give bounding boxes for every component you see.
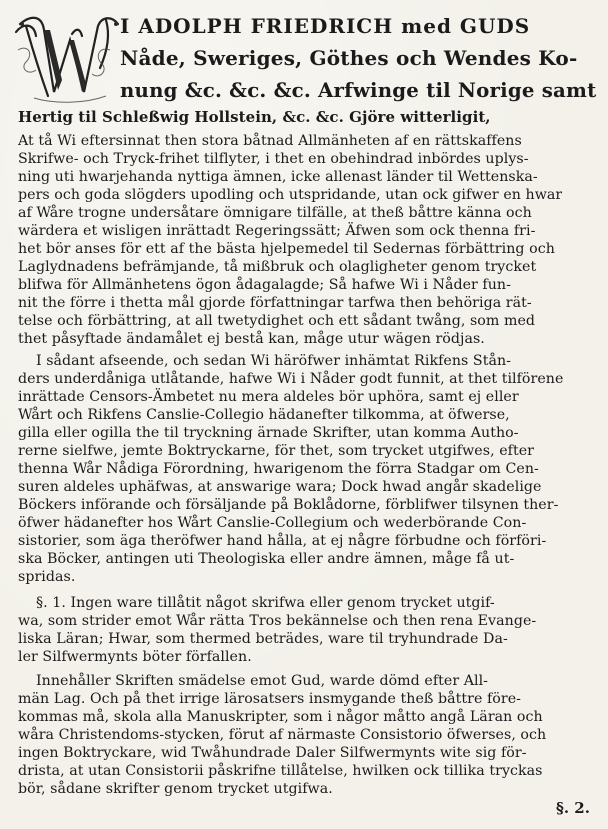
body-text-line: blifwa för Allmänhetens ögon ådagalagde; Så hafwe Wi i Nåder fun- <box>18 277 511 293</box>
body-text-line: ska Böcker, antingen uti Theologiska eller andre ämnen, måge få ut- <box>18 551 515 567</box>
body-text-line: ders underdåniga utlåtande, hafwe Wi i Nåder godt funnit, at thet tilförene <box>18 371 564 387</box>
body-text-line: spridas. <box>18 569 76 585</box>
body-text-line: thet påsyftade ändamålet ej bestå kan, måge utur wägen rödjas. <box>18 331 485 347</box>
body-text-line: het bör anses för ett af the bästa hjelpemedel til Sedernas förbättring och <box>18 241 555 257</box>
body-text-line: af Wåre trogne undersåtare ömnigare tilfälle, at theß båttre känna och <box>18 205 532 221</box>
body-text-line: öfwer hädanefter hos Wårt Canslie-Collegium och wederbörande Con- <box>18 515 527 531</box>
body-text-line: wa, som strider emot Wår rätta Tros bekännelse och then rena Evange- <box>18 613 537 629</box>
body-text-line: Hertig til Schleßwig Hollstein, &c. &c. Gjöre witterligit, <box>18 108 491 126</box>
body-text-line: nit the förre i thetta mål gjorde författningar tarfwa then behöriga rät- <box>18 295 532 311</box>
body-text-line: At tå Wi eftersinnat then stora båtnad Allmänheten af en rättskaffens <box>18 133 522 149</box>
decree-title-line: nung &c. &c. &c. Arfwinge til Norige samt <box>120 78 597 102</box>
body-text-line: gilla eller ogilla the til tryckning ärnade Skrifter, utan komma Autho- <box>18 425 519 441</box>
body-text-line: Skrifwe- och Tryck-frihet tilflyter, i thet en obehindrad inbördes uplys- <box>18 151 529 167</box>
body-text-line: I sådant afseende, och sedan Wi häröfwer inhämtat Rikfens Stån- <box>36 353 511 369</box>
body-text-line: Böckers införande och försäljande på Boklådorne, förblifwer tilsynen ther- <box>18 497 559 513</box>
page-catchword: §. 2. <box>556 799 590 817</box>
ornate-w-initial-icon <box>14 10 122 106</box>
body-text-line: ning uti hwarjehanda nyttiga ämnen, icke allenast länder til Wettenska- <box>18 169 538 185</box>
body-text-line: telse och förbättring, at all twetydighet och ett sådant twång, som med <box>18 313 536 329</box>
body-text-line: ler Silfwermynts böter förfallen. <box>18 649 252 665</box>
body-text-line: dristа, at utan Consistorii påskrifne tillåtelse, hwilken ock tillika tryckas <box>18 763 543 779</box>
body-text-line: pers och goda slögders upodling och utspridande, utan ock gifwer en hwar <box>18 187 563 203</box>
body-text-line: inrättade Censors-Ämbetet nu mera aldeles bör uphöra, samt ej eller <box>18 389 519 405</box>
body-text-line: Innehåller Skriften smädelse emot Gud, warde dömd efter All- <box>36 673 489 689</box>
decorative-initial-letter <box>14 10 122 106</box>
body-text-line: Wårt och Rikfens Canslie-Collegio hädanefter tilkomma, at öfwerse, <box>18 407 510 423</box>
body-text-line: sistorier, som äga theröfwer hand hålla, at ej någre förbudne och förföri- <box>18 533 547 549</box>
section-1-line: §. 1. Ingen ware tillåtit något skrifwa eller genom trycket utgif- <box>36 595 495 611</box>
body-text-line: män Lag. Och på thet irrige lärosatsers insmygande theß båttre före- <box>18 691 522 707</box>
body-text-line: Laglydnadens befrämjande, tå mißbruk och olagligheter genom trycket <box>18 259 537 275</box>
body-text-line: suren aldeles uphäfwas, at answarige wara; Dock hwad angår skadelige <box>18 479 542 495</box>
body-text-line: bör, sådane skrifter genom trycket utgifwa. <box>18 781 333 797</box>
body-text-line: thenna Wår Nådiga Förordning, hwarigenom the förra Stadgar om Cen- <box>18 461 539 477</box>
decree-title-line: Nåde, Sweriges, Göthes och Wendes Ko- <box>120 46 578 70</box>
body-text-line: rerne sielfwe, jemte Boktryckarne, för thet, som trycket utgifwes, efter <box>18 443 534 459</box>
body-text-line: ingen Boktryckare, wid Twåhundrade Daler Silfwermynts wite sig för- <box>18 745 527 761</box>
body-text-line: kommas må, skola alla Manuskripter, som i någor måtto angå Läran och <box>18 709 543 725</box>
body-text-line: wärdera et wisligen inrättadt Regeringssätt; Äfwen som ock thenna fri- <box>18 223 536 239</box>
body-text-line: wåra Christendoms-stycken, förut af närmaste Consistorio öfwerses, och <box>18 727 547 743</box>
decree-title-line: I ADOLPH FRIEDRICH med GUDS <box>120 14 531 38</box>
body-text-line: liska Läran; Hwar, som thermed beträdes, ware til tryhundrade Da- <box>18 631 508 647</box>
